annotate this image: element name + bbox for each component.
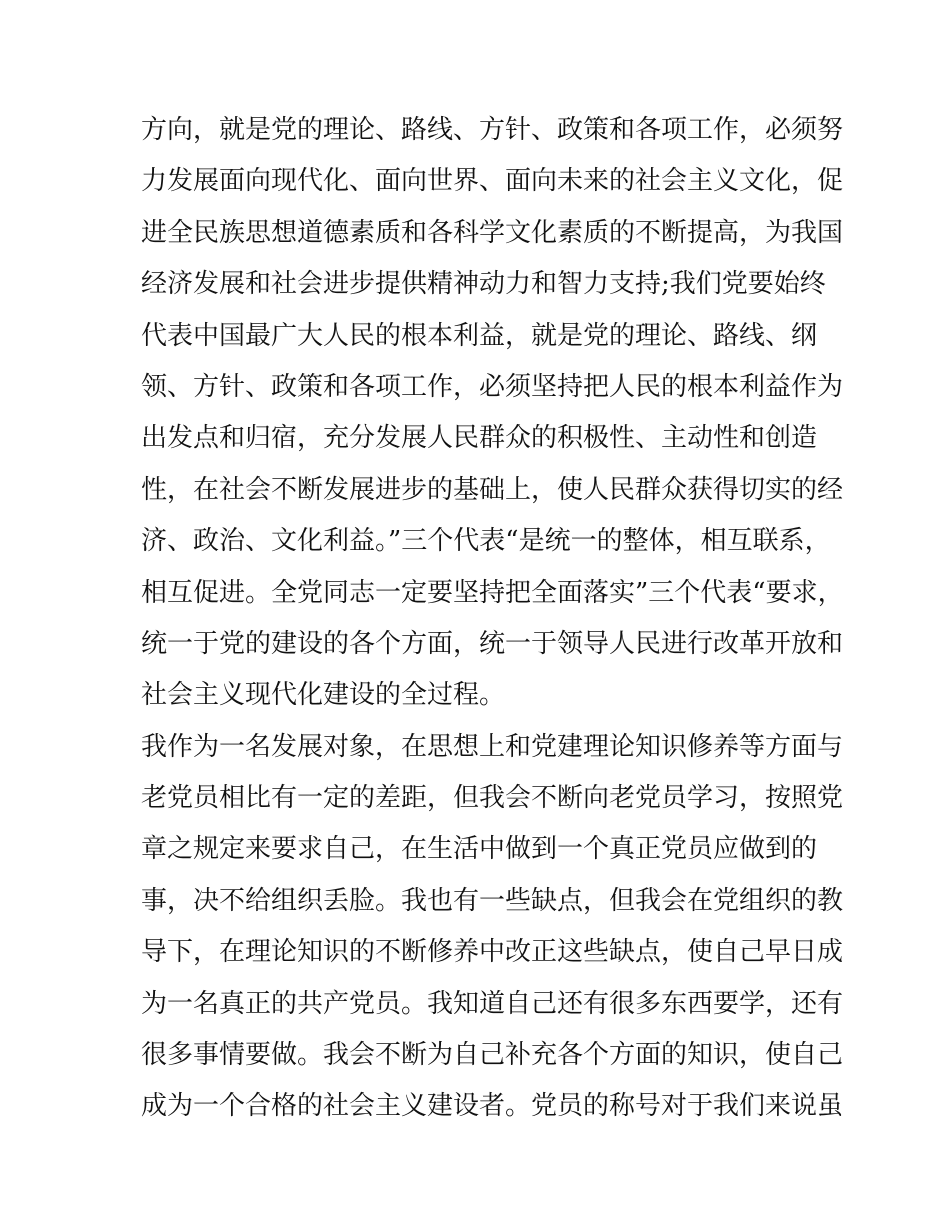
text-line: 成为一个合格的社会主义建设者。党员的称号对于我们来说虽 <box>141 1091 844 1122</box>
document-body-text <box>141 105 844 1133</box>
text-line: 老党员相比有一定的差距，但我会不断向老党员学习，按照党 <box>141 783 844 814</box>
text-line: 性，在社会不断发展进步的基础上，使人民群众获得切实的经 <box>141 474 844 505</box>
text-line: 为一名真正的共产党员。我知道自己还有很多东西要学，还有 <box>141 988 844 1019</box>
text-line: 领、方针、政策和各项工作，必须坚持把人民的根本利益作为 <box>141 371 844 402</box>
text-line: 章之规定来要求自己，在生活中做到一个真正党员应做到的 <box>141 834 818 865</box>
text-line: 事，决不给组织丢脸。我也有一些缺点，但我会在党组织的教 <box>141 885 844 916</box>
text-line: 出发点和归宿，充分发展人民群众的积极性、主动性和创造 <box>141 423 818 454</box>
text-line: 统一于党的建设的各个方面，统一于领导人民进行改革开放和 <box>141 628 844 659</box>
text-line: 力发展面向现代化、面向世界、面向未来的社会主义文化，促 <box>141 166 844 197</box>
text-line: 进全民族思想道德素质和各科学文化素质的不断提高，为我国 <box>141 217 844 248</box>
text-line: 方向，就是党的理论、路线、方针、政策和各项工作，必须努 <box>141 115 844 145</box>
text-line: 很多事情要做。我会不断为自己补充各个方面的知识，使自己 <box>141 1040 844 1071</box>
text-line: 济、政治、文化利益。”三个代表“是统一的整体，相互联系， <box>141 526 831 557</box>
text-line: 相互促进。全党同志一定要坚持把全面落实”三个代表“要求， <box>141 577 844 608</box>
text-line: 我作为一名发展对象，在思想上和党建理论知识修养等方面与 <box>141 731 844 762</box>
text-line: 社会主义现代化建设的全过程。 <box>141 680 506 711</box>
text-line: 导下，在理论知识的不断修养中改正这些缺点，使自己早日成 <box>141 937 844 968</box>
text-line: 代表中国最广大人民的根本利益，就是党的理论、路线、纲 <box>141 320 818 351</box>
text-line: 经济发展和社会进步提供精神动力和智力支持;我们党要始终 <box>141 269 826 300</box>
